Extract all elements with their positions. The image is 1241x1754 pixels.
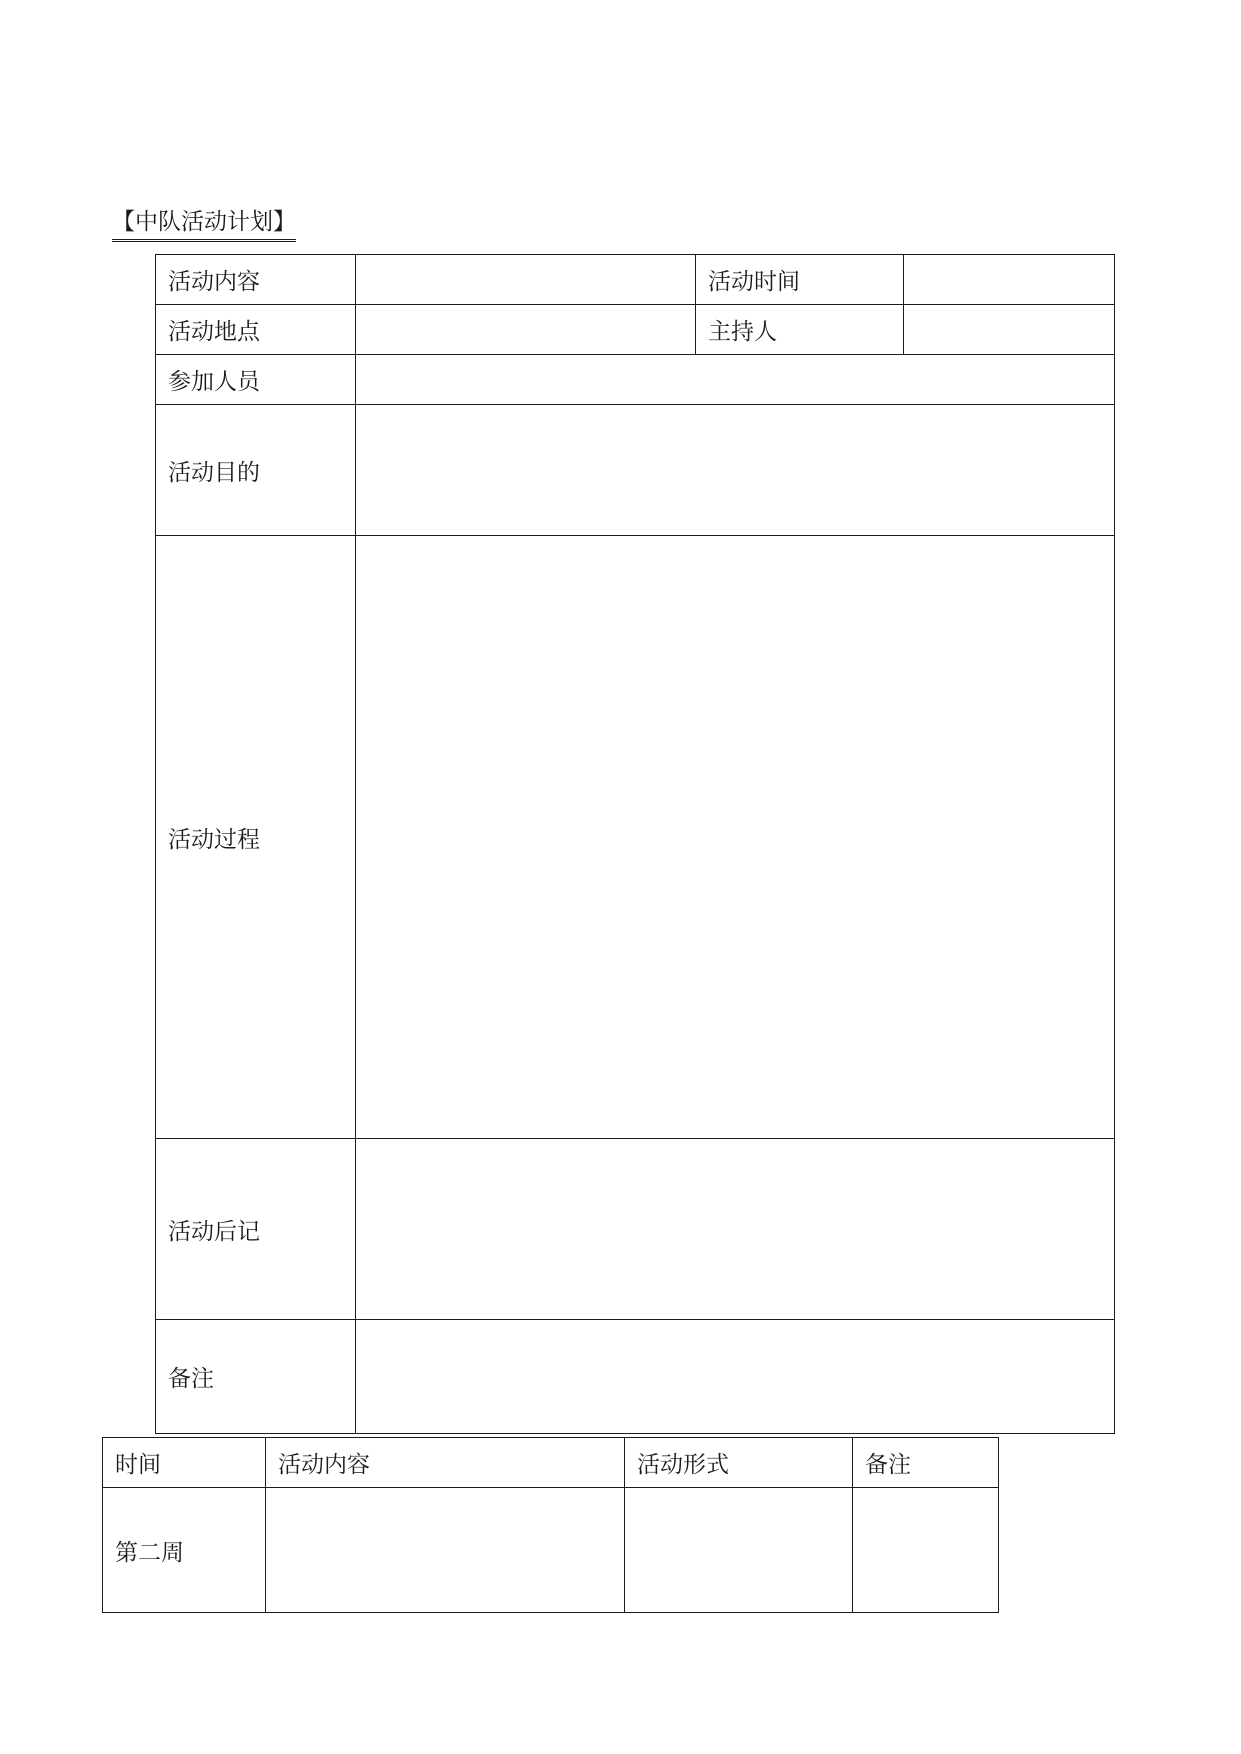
remarks-field[interactable] (356, 1320, 1115, 1434)
week-label: 第二周 (103, 1488, 266, 1613)
process-label: 活动过程 (156, 536, 356, 1139)
process-field[interactable] (356, 536, 1115, 1139)
host-label: 主持人 (696, 305, 904, 355)
content-label: 活动内容 (156, 255, 356, 305)
week-content-field[interactable] (266, 1488, 625, 1613)
header-form: 活动形式 (625, 1438, 853, 1488)
activity-plan-table (155, 254, 1115, 1434)
participants-label: 参加人员 (156, 355, 356, 405)
participants-field[interactable] (356, 355, 1115, 405)
host-field[interactable] (904, 305, 1115, 355)
header-content: 活动内容 (266, 1438, 625, 1488)
content-field[interactable] (356, 255, 696, 305)
location-field[interactable] (356, 305, 696, 355)
page-title: 【中队活动计划】 (112, 206, 296, 242)
purpose-label: 活动目的 (156, 405, 356, 536)
afterword-field[interactable] (356, 1139, 1115, 1320)
week-form-field[interactable] (625, 1488, 853, 1613)
afterword-label: 活动后记 (156, 1139, 356, 1320)
weekly-schedule-table (102, 1437, 999, 1613)
purpose-field[interactable] (356, 405, 1115, 536)
location-label: 活动地点 (156, 305, 356, 355)
header-remarks: 备注 (853, 1438, 999, 1488)
time-label: 活动时间 (696, 255, 904, 305)
week-remarks-field[interactable] (853, 1488, 999, 1613)
table-row (103, 1488, 999, 1613)
table-header-row (103, 1438, 999, 1488)
time-field[interactable] (904, 255, 1115, 305)
remarks-label: 备注 (156, 1320, 356, 1434)
header-time: 时间 (103, 1438, 266, 1488)
